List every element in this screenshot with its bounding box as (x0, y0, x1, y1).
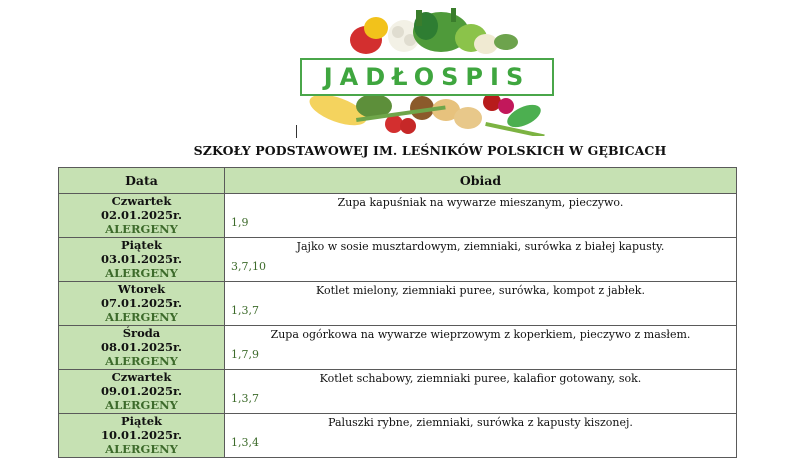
allergen-codes: 1,3,7 (231, 304, 259, 317)
menu-banner (296, 6, 562, 136)
meal-description: Kotlet schabowy, ziemniaki puree, kalafior gotowany, sok. (319, 372, 642, 385)
allergen-codes: 1,9 (231, 216, 249, 229)
allergens-label: ALERGENY (105, 354, 178, 368)
date-value: 09.01.2025r. (100, 384, 183, 398)
day-name: Środa (122, 326, 161, 340)
meal-description: Paluszki rybne, ziemniaki, surówka z kapusty kiszonej. (328, 416, 633, 429)
banner-title: JADŁOSPIS (323, 63, 531, 91)
day-name: Wtorek (117, 282, 166, 296)
date-column-header: Data (59, 168, 225, 194)
meal-description: Zupa kapuśniak na wywarze mieszanym, pieczywo. (337, 196, 624, 209)
allergen-codes: 1,7,9 (231, 348, 259, 361)
meal-description: Jajko w sosie musztardowym, ziemniaki, surówka z białej kapusty. (296, 240, 665, 253)
allergen-codes: 3,7,10 (231, 260, 266, 273)
day-name: Czwartek (111, 194, 172, 208)
banner-title-box (300, 58, 554, 96)
allergens-label: ALERGENY (105, 442, 178, 456)
date-value: 08.01.2025r. (100, 340, 183, 354)
allergens-label: ALERGENY (105, 398, 178, 412)
allergens-label: ALERGENY (105, 266, 178, 280)
meal-cell (225, 282, 737, 326)
table-row (59, 282, 737, 326)
date-value: 03.01.2025r. (100, 252, 183, 266)
date-cell (59, 326, 225, 370)
date-value: 10.01.2025r. (100, 428, 183, 442)
meal-description: Zupa ogórkowa na wywarze wieprzowym z koperkiem, pieczywo z masłem. (270, 328, 691, 341)
meal-cell (225, 238, 737, 282)
school-title: SZKOŁY PODSTAWOWEJ IM. LEŚNIKÓW POLSKICH W GĘBICACH (193, 143, 667, 158)
meal-cell (225, 194, 737, 238)
allergens-label: ALERGENY (105, 222, 178, 236)
allergen-codes: 1,3,7 (231, 392, 259, 405)
meal-cell (225, 414, 737, 458)
meal-column-header: Obiad (225, 168, 737, 194)
date-cell (59, 194, 225, 238)
table-row (59, 414, 737, 458)
date-value: 07.01.2025r. (100, 296, 183, 310)
date-value: 02.01.2025r. (100, 208, 183, 222)
date-cell (59, 282, 225, 326)
table-row (59, 194, 737, 238)
date-cell (59, 414, 225, 458)
date-cell (59, 238, 225, 282)
day-name: Czwartek (111, 370, 172, 384)
table-row (59, 326, 737, 370)
day-name: Piątek (120, 414, 163, 428)
meal-cell (225, 370, 737, 414)
allergen-codes: 1,3,4 (231, 436, 259, 449)
day-name: Piątek (120, 238, 163, 252)
text-cursor (296, 125, 297, 138)
meal-cell (225, 326, 737, 370)
table-header-row (59, 168, 737, 194)
date-cell (59, 370, 225, 414)
table-row (59, 370, 737, 414)
table-row (59, 238, 737, 282)
meal-description: Kotlet mielony, ziemniaki puree, surówka, kompot z jabłek. (316, 284, 645, 297)
menu-table (58, 167, 737, 458)
allergens-label: ALERGENY (105, 310, 178, 324)
